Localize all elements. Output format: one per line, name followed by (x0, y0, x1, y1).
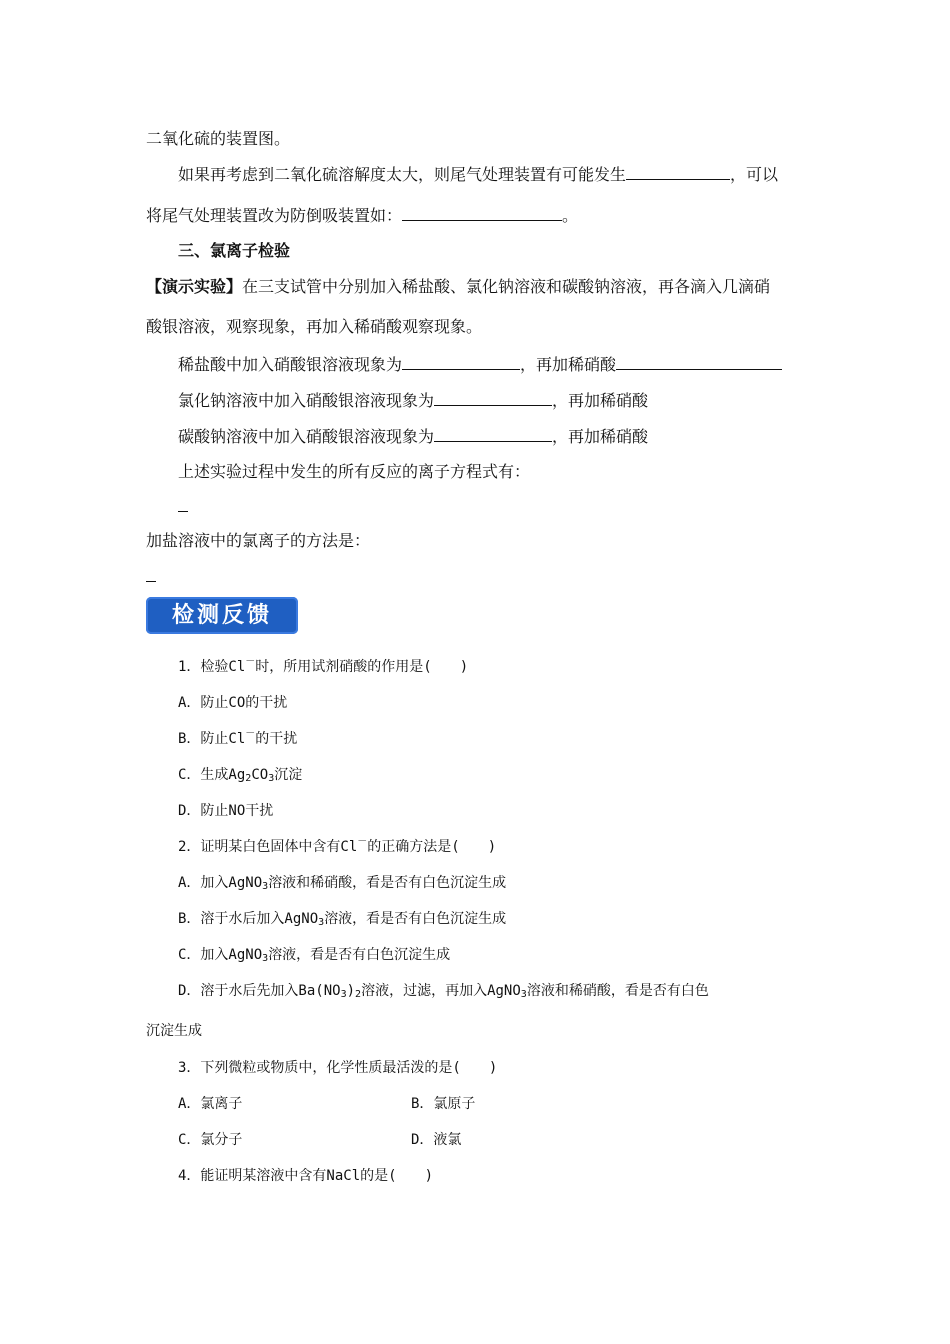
section-heading: 三、氯离子检验 (178, 241, 291, 260)
method-prompt: 加盐溶液中的氯离子的方法是： (146, 531, 371, 550)
demo-line-1 (146, 277, 770, 297)
q2-d-part: 溶液，过滤，再加入AgNO (361, 983, 521, 999)
q2-d-sub: 3 (340, 989, 347, 1000)
answer-blank[interactable] (616, 354, 782, 370)
q2-d-sub: 3 (520, 989, 527, 1000)
result-row-1 (178, 354, 782, 375)
question-2-stem (178, 837, 496, 857)
question-3-stem: 3．下列微粒或物质中，化学性质最活泼的是( ) (178, 1060, 498, 1076)
result-row-2-tail: ，再加稀硝酸 (552, 391, 649, 410)
equations-prompt: 上述实验过程中发生的所有反应的离子方程式有： (178, 462, 531, 481)
q2-c-sub: 3 (262, 953, 269, 964)
intro-line-2 (178, 164, 778, 185)
q2-d-part: D．溶于水后先加入Ba(NO (178, 983, 341, 999)
q2-d-part: ) (346, 983, 356, 999)
q1-b-part: 的干扰 (255, 731, 298, 747)
q2-option-d-continued: 沉淀生成 (146, 1023, 202, 1039)
q2-a-part: A．加入AgNO (178, 875, 263, 891)
intro-line-1: 二氧化硫的装置图。 (146, 129, 291, 148)
q2-option-a[interactable] (178, 873, 506, 893)
answer-blank[interactable] (434, 426, 552, 442)
intro-line-2-text: 如果再考虑到二氧化硫溶解度太大，则尾气处理装置有可能发生 (178, 165, 627, 184)
q2-option-c[interactable] (178, 945, 450, 965)
q1-stem-sup: － (245, 656, 256, 667)
result-row-3-label: 碳酸钠溶液中加入硝酸银溶液现象为 (178, 427, 435, 446)
q1-option-d[interactable]: D．防止NO干扰 (178, 803, 274, 819)
q3-option-c[interactable]: C．氯分子 (178, 1132, 243, 1148)
question-4-stem: 4．能证明某溶液中含有NaCl的是( ) (178, 1168, 434, 1184)
answer-blank[interactable] (402, 205, 562, 221)
answer-blank[interactable] (402, 354, 520, 370)
q1-b-sup: － (245, 728, 256, 739)
equations-blank[interactable] (178, 497, 188, 517)
section-badge: 检测反馈 (146, 597, 298, 634)
q2-stem-part: 2．证明某白色固体中含有Cl (178, 839, 358, 855)
result-row-1-tail: ，再加稀硝酸 (520, 355, 617, 374)
q1-c-sub: 2 (245, 773, 252, 784)
demo-line-2: 酸银溶液，观察现象，再加入稀硝酸观察现象。 (146, 317, 483, 336)
q1-b-part: B．防止Cl (178, 731, 246, 747)
answer-blank[interactable] (626, 164, 730, 180)
q1-c-part: 沉淀 (274, 767, 303, 783)
result-row-3 (178, 426, 648, 447)
q2-stem-sup: － (357, 836, 368, 847)
q2-d-sub: 2 (355, 989, 362, 1000)
q2-a-sub: 3 (262, 881, 269, 892)
intro-line-3-text: 将尾气处理装置改为防倒吸装置如： (146, 206, 403, 225)
demo-text: 在三支试管中分别加入稀盐酸、氯化钠溶液和碳酸钠溶液，再各滴入几滴硝 (242, 277, 771, 296)
q2-b-part: 溶液，看是否有白色沉淀生成 (324, 911, 507, 927)
q3-option-a[interactable]: A．氯离子 (178, 1096, 243, 1112)
q1-c-part: CO (251, 767, 269, 783)
method-blank[interactable] (146, 567, 156, 587)
q2-c-part: C．加入AgNO (178, 947, 263, 963)
q1-option-b[interactable] (178, 729, 297, 749)
q1-option-a[interactable]: A．防止CO的干扰 (178, 695, 288, 711)
result-row-3-tail: ，再加稀硝酸 (552, 427, 649, 446)
q2-b-sub: 3 (318, 917, 325, 928)
q2-option-b[interactable] (178, 909, 506, 929)
q1-c-sub: 3 (268, 773, 275, 784)
q2-a-part: 溶液和稀硝酸，看是否有白色沉淀生成 (268, 875, 507, 891)
q1-c-part: C．生成Ag (178, 767, 246, 783)
q2-stem-part: 的正确方法是( ) (367, 839, 497, 855)
result-row-2-label: 氯化钠溶液中加入硝酸银溶液现象为 (178, 391, 435, 410)
result-row-2 (178, 390, 648, 411)
question-1-stem (178, 657, 468, 677)
q1-stem-part: 1．检验Cl (178, 659, 246, 675)
intro-line-3-tail: 。 (562, 206, 579, 225)
demo-tag: 【演示实验】 (146, 277, 243, 296)
q2-d-part: 溶液和稀硝酸，看是否有白色 (526, 983, 709, 999)
intro-line-3 (146, 205, 578, 226)
answer-blank[interactable] (434, 390, 552, 406)
q2-option-d[interactable] (178, 981, 709, 1001)
intro-line-2-tail: ，可以 (730, 165, 779, 184)
result-row-1-label: 稀盐酸中加入硝酸银溶液现象为 (178, 355, 403, 374)
q2-b-part: B．溶于水后加入AgNO (178, 911, 319, 927)
q1-stem-part: 时，所用试剂硝酸的作用是( ) (255, 659, 469, 675)
q1-option-c[interactable] (178, 765, 302, 785)
q3-option-d[interactable]: D．液氯 (411, 1132, 462, 1148)
q2-c-part: 溶液，看是否有白色沉淀生成 (268, 947, 451, 963)
q3-option-b[interactable]: B．氯原子 (411, 1096, 476, 1112)
